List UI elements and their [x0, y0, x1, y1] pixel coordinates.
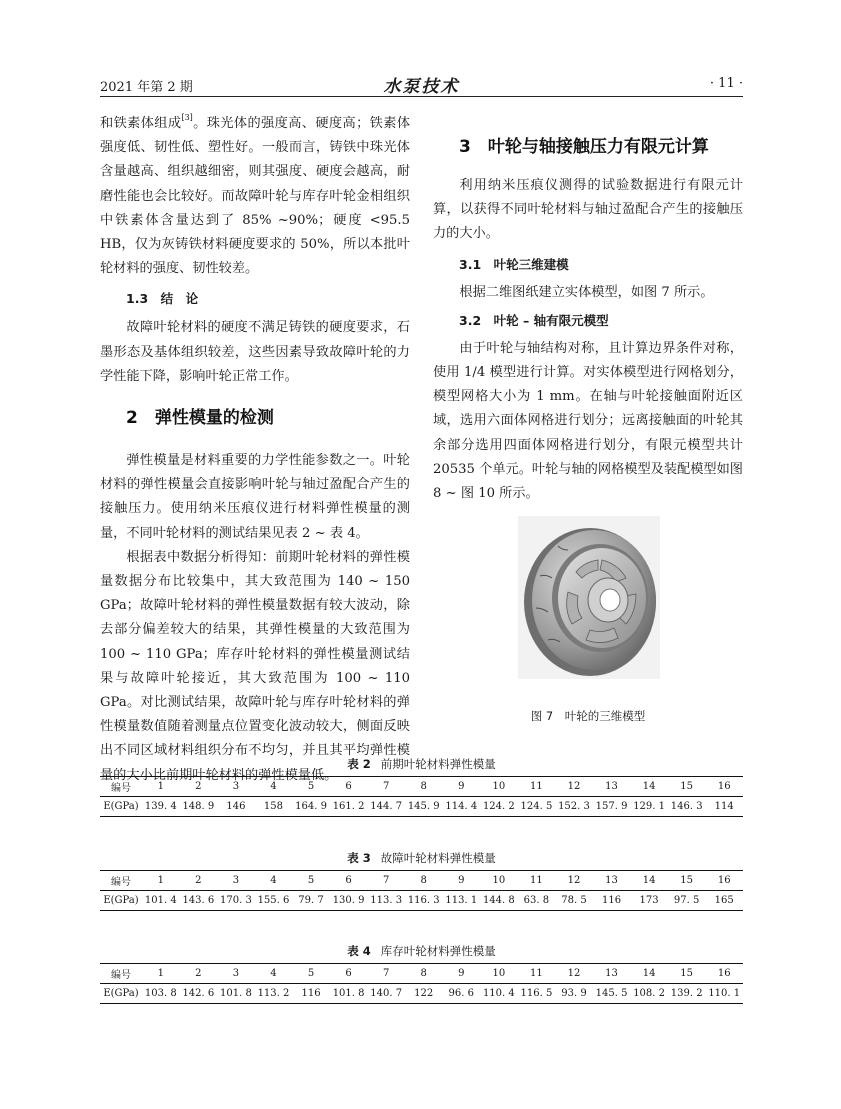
header-cell: 1: [142, 777, 180, 797]
row-label-cell: E(GPa): [103, 801, 139, 812]
value-cell: 146. 3: [670, 801, 703, 812]
value-cell: 124. 5: [520, 801, 553, 812]
value-cell: 116. 5: [520, 988, 553, 999]
table-caption: 前期叶轮材料弹性模量: [380, 757, 496, 771]
header-cell: 5: [292, 871, 330, 891]
value-cell: 164. 9: [295, 801, 327, 812]
value-cell: 113. 1: [445, 895, 478, 906]
header-cell: 10: [480, 964, 518, 984]
header-cell: 11: [518, 871, 556, 891]
header-cell: 11: [518, 964, 556, 984]
header-cell: 10: [480, 777, 518, 797]
header-cell: 15: [668, 777, 706, 797]
table-4-title: [100, 943, 743, 959]
header-cell: 编号: [100, 777, 142, 797]
value-cell: 158: [263, 801, 284, 812]
table-header-row: [100, 871, 743, 891]
value-cell: 144. 8: [482, 895, 515, 906]
header-cell: 13: [593, 777, 631, 797]
value-cell: 97. 5: [673, 895, 700, 906]
header-cell: 12: [555, 964, 593, 984]
header-cell: 8: [405, 964, 443, 984]
value-cell: 161. 2: [332, 801, 365, 812]
left-column: [100, 112, 410, 788]
header-cell: 1: [142, 871, 180, 891]
table-row: [100, 797, 743, 817]
header-cell: 14: [630, 777, 668, 797]
impeller-icon: [518, 516, 660, 679]
table-caption: 故障叶轮材料弹性模量: [380, 851, 496, 865]
header-cell: 14: [630, 964, 668, 984]
paragraph-mesh: 由于叶轮与轴结构对称，且计算边界条件对称，使用 1/4 模型进行计算。对实体模型进行网格划分，模型网格大小为 1 mm。在轴与叶轮接触面附近区域，选用六面体网格进行划分；远离接触面的叶轮其余部分选用四面体网格进行划分，有限元模型共计 20535 个单元。叶轮与轴的网格模型及装配模型如图 8 ~ 图 10 所示。: [433, 340, 743, 502]
impeller-3d-model-figure: [518, 516, 660, 679]
subsection-3-1-heading: 3.1 叶轮三维建模: [459, 256, 569, 272]
value-cell: 145. 5: [595, 988, 628, 999]
table-label: 表 2: [347, 757, 371, 771]
header-cell: 3: [217, 871, 255, 891]
header-cell: 6: [330, 871, 368, 891]
value-cell: 110. 4: [482, 988, 515, 999]
paragraph-3d-model: 根据二维图纸建立实体模型，如图 7 所示。: [459, 284, 714, 300]
value-cell: 144. 7: [370, 801, 403, 812]
table-label: 表 4: [347, 944, 371, 958]
value-cell: 114. 4: [445, 801, 478, 812]
paragraph-fem-intro: 利用纳米压痕仪测得的试验数据进行有限元计算，以获得不同叶轮材料与轴过盈配合产生的接触压力的大小。: [433, 178, 743, 242]
running-header: [100, 72, 743, 97]
header-cell: 9: [443, 871, 481, 891]
header-cell: 5: [292, 777, 330, 797]
para-text: 。珠光体的强度高、硬度高；铁素体强度低、韧性低、塑性好。一般而言，铸铁中珠光体含量越高、组织越细密，则其强度、硬度会越高，耐磨性能也会比较好。而故障叶轮与库存叶轮金相组织中铁素体含量达到了 85% ~90%；硬度 <95.5 HB，仅为灰铸铁材料硬度要求的 50%，所以本批叶轮材料的强度、韧性较差。: [100, 116, 411, 277]
value-cell: 114: [714, 801, 734, 812]
value-cell: 140. 7: [370, 988, 403, 999]
header-cell: 13: [593, 964, 631, 984]
header-cell: 2: [180, 871, 218, 891]
header-cell: 12: [555, 777, 593, 797]
value-cell: 145. 9: [407, 801, 440, 812]
header-cell: 3: [217, 964, 255, 984]
value-cell: 79. 7: [298, 895, 324, 906]
value-cell: 110. 1: [708, 988, 741, 999]
header-cell: 编号: [100, 964, 142, 984]
header-cell: 9: [443, 964, 481, 984]
paragraph-conclusion: 故障叶轮材料的硬度不满足铸铁的硬度要求，石墨形态及基体组织较差，这些因素导致故障叶轮的力学性能下降，影响叶轮正常工作。: [100, 320, 410, 384]
row-label-cell: E(GPa): [103, 988, 139, 999]
value-cell: 146: [226, 801, 246, 812]
section-2-heading: 2 弹性模量的检测: [126, 408, 274, 429]
header-cell: 12: [555, 871, 593, 891]
value-cell: 116. 3: [407, 895, 440, 906]
value-cell: 170. 3: [220, 895, 252, 906]
value-cell: 78. 5: [561, 895, 587, 906]
header-cell: 13: [593, 871, 631, 891]
value-cell: 116: [301, 988, 321, 999]
header-cell: 4: [255, 871, 293, 891]
value-cell: 63. 8: [523, 895, 550, 906]
header-cell: 5: [292, 964, 330, 984]
table-caption: 库存叶轮材料弹性模量: [380, 944, 496, 958]
value-cell: 130. 9: [332, 895, 365, 906]
value-cell: 103. 8: [144, 988, 177, 999]
value-cell: 148. 9: [182, 801, 215, 812]
value-cell: 173: [639, 895, 659, 906]
value-cell: 155. 6: [257, 895, 290, 906]
value-cell: 129. 1: [633, 801, 665, 812]
table-row: [100, 984, 743, 1004]
value-cell: 113. 2: [257, 988, 290, 999]
header-cell: 11: [518, 777, 556, 797]
header-cell: 16: [705, 964, 743, 984]
value-cell: 93. 9: [561, 988, 587, 999]
header-cell: 2: [180, 964, 218, 984]
section-3-heading: 3 叶轮与轴接触压力有限元计算: [459, 137, 709, 157]
header-cell: 8: [405, 871, 443, 891]
citation-ref[interactable]: [3]: [181, 113, 193, 122]
value-cell: 143. 6: [182, 895, 215, 906]
value-cell: 124. 2: [482, 801, 515, 812]
table-3-title: [100, 850, 743, 866]
header-cell: 14: [630, 871, 668, 891]
header-cell: 4: [255, 964, 293, 984]
value-cell: 116: [601, 895, 622, 906]
right-column: [433, 112, 743, 506]
header-cell: 16: [705, 871, 743, 891]
header-cell: 编号: [100, 871, 142, 891]
issue-label: 2021 年第 2 期: [100, 80, 193, 95]
table-2-title: [100, 756, 743, 772]
value-cell: 101. 8: [332, 988, 365, 999]
table-4: [100, 963, 743, 1004]
header-cell: 2: [180, 777, 218, 797]
header-cell: 3: [217, 777, 255, 797]
value-cell: 152. 3: [558, 801, 590, 812]
header-cell: 15: [668, 871, 706, 891]
header-cell: 16: [705, 777, 743, 797]
header-cell: 7: [367, 964, 405, 984]
value-cell: 122: [414, 988, 434, 999]
header-cell: 7: [367, 777, 405, 797]
paragraph-pearlite: [100, 112, 410, 281]
value-cell: 108. 2: [633, 988, 665, 999]
header-cell: 10: [480, 871, 518, 891]
table-row: [100, 891, 743, 911]
table-header-row: [100, 777, 743, 797]
table-3: [100, 870, 743, 911]
table-2: [100, 776, 743, 817]
header-cell: 15: [668, 964, 706, 984]
header-cell: 1: [142, 964, 180, 984]
subsection-1-3-heading: 1.3 结 论: [126, 291, 199, 307]
header-cell: 7: [367, 871, 405, 891]
journal-title: 水泵技术: [383, 77, 460, 97]
table-label: 表 3: [347, 851, 371, 865]
header-cell: 9: [443, 777, 481, 797]
header-cell: 6: [330, 964, 368, 984]
value-cell: 157. 9: [595, 801, 628, 812]
row-label-cell: E(GPa): [103, 895, 139, 906]
header-cell: 8: [405, 777, 443, 797]
paragraph-elastic-intro: 弹性模量是材料重要的力学性能参数之一。叶轮材料的弹性模量会直接影响叶轮与轴过盈配合产生的接触压力。使用纳米压痕仪进行材料弹性模量的测量，不同叶轮材料的测试结果见表 2 ~ 表 4。: [100, 453, 410, 541]
figure-7-caption: 图 7 叶轮的三维模型: [530, 709, 646, 723]
header-cell: 6: [330, 777, 368, 797]
value-cell: 139. 4: [144, 801, 177, 812]
table-header-row: [100, 964, 743, 984]
page-number: · 11 ·: [709, 76, 743, 91]
para-text: 和铁素体组成: [100, 116, 182, 131]
value-cell: 165: [714, 895, 734, 906]
value-cell: 139. 2: [670, 988, 703, 999]
value-cell: 96. 6: [448, 988, 474, 999]
value-cell: 101. 4: [144, 895, 177, 906]
value-cell: 113. 3: [370, 895, 403, 906]
value-cell: 142. 6: [182, 988, 215, 999]
header-cell: 4: [255, 777, 293, 797]
value-cell: 101. 8: [220, 988, 252, 999]
paragraph-elastic-analysis: 根据表中数据分析得知：前期叶轮材料的弹性模量数据分布比较集中，其大致范围为 140 ~ 150 GPa；故障叶轮材料的弹性模量数据有较大波动，除去部分偏差较大的结果，其弹性模量的大致范围为 100 ~ 110 GPa；库存叶轮材料的弹性模量测试结果与故障叶轮接近，其大致范围为 100 ~ 110 GPa。对比测试结果，故障叶轮与库存叶轮材料的弹性模量数值随着测量点位置变化波动较大，侧面反映出不同区域材料组织分布不均匀，并且其平均弹性模量的大小比前期叶轮材料的弹性模量低。: [100, 549, 410, 783]
subsection-3-2-heading: 3.2 叶轮 – 轴有限元模型: [459, 312, 609, 328]
